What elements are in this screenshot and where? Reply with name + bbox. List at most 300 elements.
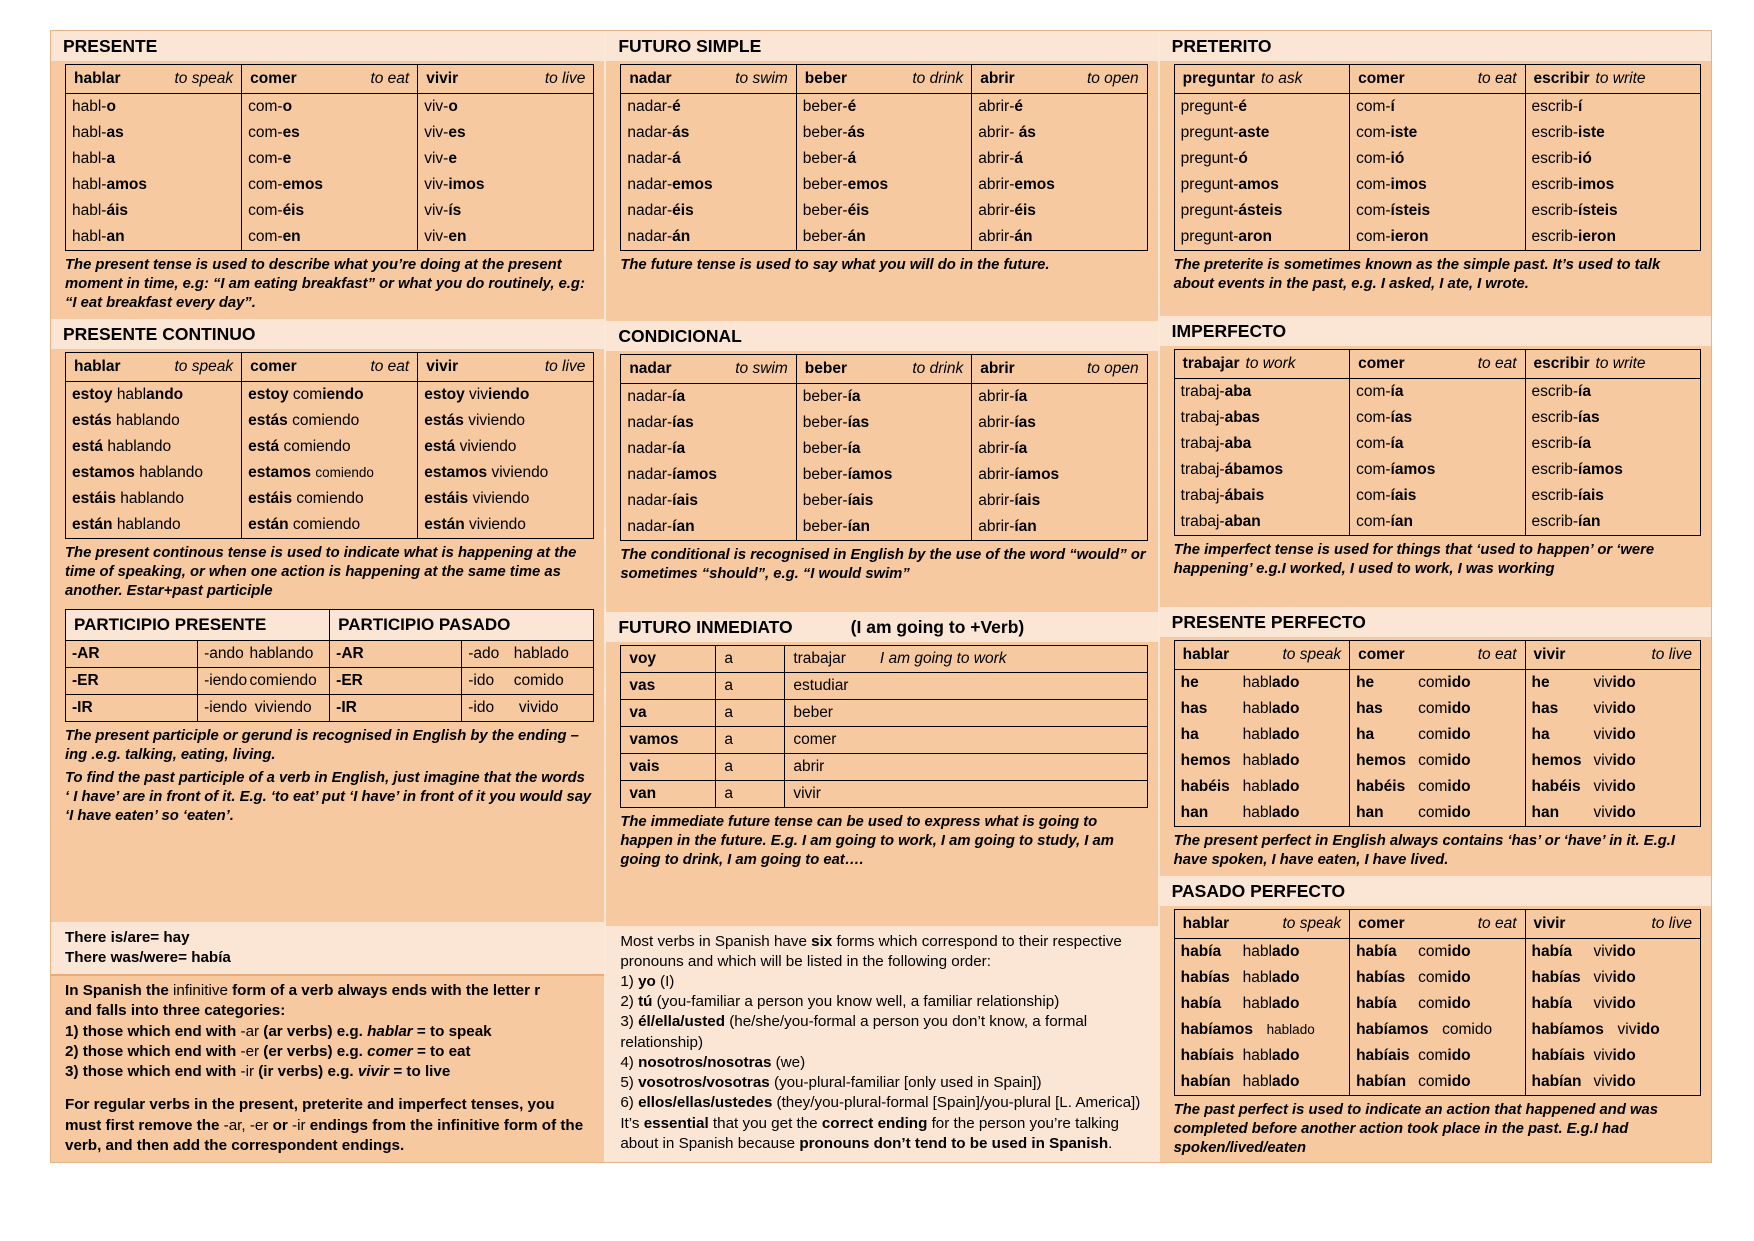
section-heading-imperfecto: IMPERFECTO xyxy=(1160,314,1711,346)
conjugation-cell: nadar-án xyxy=(621,224,796,251)
table-row xyxy=(1174,198,1700,224)
conjugation-cell: escrib-imos xyxy=(1525,172,1700,198)
participio-note-1: The present participle or gerund is recognised in English by the ending –ing .e.g. talking, eating, living. xyxy=(65,727,579,763)
conjugation-cell: nadar-ía xyxy=(621,384,796,411)
preposition-cell: a xyxy=(716,781,785,808)
conjugation-cell: trabaj-aba xyxy=(1174,379,1349,406)
conjugation-cell: escrib-ía xyxy=(1525,379,1700,406)
table-header-row xyxy=(1174,910,1700,939)
table-row xyxy=(621,172,1147,198)
verb-header: beber to drink xyxy=(796,65,971,94)
verb-header: abrir to open xyxy=(972,355,1147,384)
conjugation-cell: beber-ía xyxy=(796,384,971,411)
futuro-simple-body xyxy=(621,94,1147,251)
conjugation-cell: había vivido xyxy=(1525,991,1700,1017)
conjugation-cell: habíais comido xyxy=(1350,1043,1525,1069)
futuro-inmediato-subtitle: (I am going to +Verb) xyxy=(850,617,1025,638)
pronoun-item: 3) él/ella/usted (he/she/you-formal a person you don’t know, a formal relationship) xyxy=(620,1013,1088,1051)
verb-cell: vivir xyxy=(785,781,1147,808)
conjugation-cell: abrir-emos xyxy=(972,172,1147,198)
verb-header: hablar to speak xyxy=(66,353,242,382)
table-row xyxy=(1174,405,1700,431)
pronouns-intro: Most verbs in Spanish have six forms which correspond to their respective pronouns and which will be listed in the following order: xyxy=(620,932,1122,970)
condicional-table-wrap xyxy=(606,351,1157,543)
futuro-inmediato-table-wrap xyxy=(606,642,1157,810)
verb-header: trabajar to work xyxy=(1174,350,1349,379)
verb-header: vivir to live xyxy=(1525,641,1700,670)
conjugation-cell: habl-as xyxy=(66,120,242,146)
pronoun-item: 6) ellos/ellas/ustedes (they/you-plural-formal [Spain]/you-plural [L. America]) xyxy=(620,1094,1141,1112)
conjugation-cell: com-ías xyxy=(1350,405,1525,431)
presente-table-wrap xyxy=(51,61,604,253)
table-row xyxy=(1174,1069,1700,1096)
conjugation-cell: habl-a xyxy=(66,146,242,172)
column-left xyxy=(51,31,604,1162)
imperfecto-table xyxy=(1174,349,1701,536)
spanish-verb-reference-sheet xyxy=(50,30,1712,1163)
conjugation-cell: está comiendo xyxy=(242,434,418,460)
conjugation-cell: había vivido xyxy=(1525,939,1700,966)
table-row xyxy=(66,486,594,512)
conjugation-cell: trabaj-ábamos xyxy=(1174,457,1349,483)
conjugation-cell: nadar-éis xyxy=(621,198,796,224)
conjugation-cell: nadar-emos xyxy=(621,172,796,198)
pronoun-cell: van xyxy=(621,781,716,808)
conjugation-cell: has comido xyxy=(1350,696,1525,722)
presente-continuo-table-wrap xyxy=(51,349,604,541)
conjugation-cell: están hablando xyxy=(66,512,242,539)
conjugation-cell: abrir-ía xyxy=(972,436,1147,462)
conjugation-cell: habl-amos xyxy=(66,172,242,198)
table-row xyxy=(621,781,1147,808)
table-header-row xyxy=(621,355,1147,384)
verb-header: comer to eat xyxy=(1350,910,1525,939)
infinitive-line-1: In Spanish the infinitive form of a verb always ends with the letter r xyxy=(65,982,541,1000)
table-row xyxy=(1174,965,1700,991)
verb-header: comer to eat xyxy=(242,353,418,382)
conjugation-cell: habías comido xyxy=(1350,965,1525,991)
conjugation-cell: pregunt-aron xyxy=(1174,224,1349,251)
presente-note: The present tense is used to describe what you’re doing at the present moment in time, e.g: “I am eating breakfast” or what you do routinely, e.g: “I eat breakfast every day”. xyxy=(65,257,585,311)
imperfecto-pad xyxy=(1160,583,1711,605)
conjugation-cell: com-o xyxy=(242,94,418,121)
conjugation-cell: había comido xyxy=(1350,991,1525,1017)
table-header-row xyxy=(1174,350,1700,379)
conjugation-cell: beber-íais xyxy=(796,488,971,514)
conjugation-cell: nadar-ás xyxy=(621,120,796,146)
pronoun-cell: va xyxy=(621,700,716,727)
conjugation-cell: nadar-íamos xyxy=(621,462,796,488)
conjugation-cell: escrib-ía xyxy=(1525,431,1700,457)
verb-header: nadar to swim xyxy=(621,355,796,384)
conjugation-cell: hemos comido xyxy=(1350,748,1525,774)
table-row xyxy=(1174,670,1700,697)
verb-cell: comer xyxy=(785,727,1147,754)
conjugation-cell: abrir- ás xyxy=(972,120,1147,146)
conjugation-cell: había comido xyxy=(1350,939,1525,966)
conjugation-cell: abrir-é xyxy=(972,94,1147,121)
conjugation-cell: hemos hablado xyxy=(1174,748,1349,774)
conjugation-cell: habl-áis xyxy=(66,198,242,224)
table-row xyxy=(1174,748,1700,774)
conjugation-cell: habían comido xyxy=(1350,1069,1525,1096)
table-row xyxy=(66,382,594,409)
spacer-line xyxy=(65,1082,592,1095)
table-row xyxy=(621,488,1147,514)
participio-header-row xyxy=(66,609,594,640)
conjugation-cell: com-ían xyxy=(1350,509,1525,536)
conjugation-cell: habíais vivido xyxy=(1525,1043,1700,1069)
infinitive-line-5: 3) those which end with -ir (ir verbs) e.g. vivir = to live xyxy=(65,1063,451,1081)
middle-column-spacer xyxy=(606,874,1157,926)
presente-perfecto-table xyxy=(1174,640,1701,827)
table-row xyxy=(1174,120,1700,146)
infinitive-line-3: 1) those which end with -ar (ar verbs) e.g. hablar = to speak xyxy=(65,1022,492,1040)
infinitive-line-6: For regular verbs in the present, preterite and imperfect tenses, you must first remove the -ar, -er or -ir endings from the infinitive form of the verb, and then add the correspondent endings. xyxy=(65,1096,584,1154)
conjugation-cell: abrir-íamos xyxy=(972,462,1147,488)
conjugation-cell: viv-es xyxy=(418,120,594,146)
conjugation-cell: escrib-ísteis xyxy=(1525,198,1700,224)
preposition-cell: a xyxy=(716,727,785,754)
preterito-table xyxy=(1174,64,1701,251)
conjugation-cell: pregunt-ásteis xyxy=(1174,198,1349,224)
futuro-simple-pad xyxy=(606,279,1157,319)
verb-header: hablar to speak xyxy=(1174,641,1349,670)
conjugation-cell: trabaj-aba xyxy=(1174,431,1349,457)
presente-continuo-note: The present continous tense is used to indicate what is happening at the time of speaking, or when one action is happening at the same time as another. Estar+past participle xyxy=(65,545,577,599)
conjugation-cell: abrir-ían xyxy=(972,514,1147,541)
table-row xyxy=(621,224,1147,251)
participio-presente-heading: PARTICIPIO PRESENTE xyxy=(66,609,330,640)
table-row xyxy=(66,94,594,121)
verb-cell: estudiar xyxy=(785,673,1147,700)
table-row xyxy=(621,462,1147,488)
conjugation-cell: escrib-ieron xyxy=(1525,224,1700,251)
pronoun-item: 5) vosotros/vosotras (you-plural-familiar [only used in Spain]) xyxy=(620,1074,1042,1092)
conjugation-cell: trabaj-ábais xyxy=(1174,483,1349,509)
presente-body xyxy=(66,94,594,251)
conjugation-cell: com-éis xyxy=(242,198,418,224)
verb-header: preguntar to ask xyxy=(1174,65,1349,94)
table-row xyxy=(621,384,1147,411)
verb-header: abrir to open xyxy=(972,65,1147,94)
conjugation-cell: beber-ía xyxy=(796,436,971,462)
futuro-inmediato-table xyxy=(620,645,1147,808)
conjugation-cell: viv-o xyxy=(418,94,594,121)
table-header-row xyxy=(1174,65,1700,94)
table-row xyxy=(66,460,594,486)
conjugation-cell: com-iste xyxy=(1350,120,1525,146)
conjugation-cell: beber-éis xyxy=(796,198,971,224)
participio-pasado-cell: -ado hablado xyxy=(462,640,594,667)
infinitive-line-2: and falls into three categories: xyxy=(65,1002,286,1020)
table-row xyxy=(1174,774,1700,800)
imperfecto-body xyxy=(1174,379,1700,536)
conjugation-cell: trabaj-aban xyxy=(1174,509,1349,536)
table-row xyxy=(1174,722,1700,748)
table-row xyxy=(1174,800,1700,827)
pronoun-cell: vas xyxy=(621,673,716,700)
table-row xyxy=(1174,1043,1700,1069)
conjugation-cell: abrir-ía xyxy=(972,384,1147,411)
conjugation-cell: beber-é xyxy=(796,94,971,121)
conjugation-cell: com-es xyxy=(242,120,418,146)
conjugation-cell: beber-ás xyxy=(796,120,971,146)
pasado-perfecto-body xyxy=(1174,939,1700,1096)
section-heading-condicional: CONDICIONAL xyxy=(606,319,1157,351)
conjugation-cell: pregunt-ó xyxy=(1174,146,1349,172)
conjugation-cell: estáis hablando xyxy=(66,486,242,512)
participio-pasado-heading: PARTICIPIO PASADO xyxy=(330,609,594,640)
futuro-simple-note: The future tense is used to say what you will do in the future. xyxy=(620,257,1050,274)
table-row xyxy=(1174,172,1700,198)
conjugation-cell: pregunt-é xyxy=(1174,94,1349,121)
verb-header: escribir to write xyxy=(1525,350,1700,379)
table-row xyxy=(1174,939,1700,966)
conjugation-cell: abrir-íais xyxy=(972,488,1147,514)
condicional-body xyxy=(621,384,1147,541)
hay-line-1: There is/are= hay xyxy=(65,928,190,946)
conjugation-cell: estamos viviendo xyxy=(418,460,594,486)
conjugation-cell: nadar-ía xyxy=(621,436,796,462)
conjugation-cell: estás viviendo xyxy=(418,408,594,434)
verb-header: vivir to live xyxy=(418,65,594,94)
conjugation-cell: nadar-íais xyxy=(621,488,796,514)
conjugation-cell: ha hablado xyxy=(1174,722,1349,748)
section-heading-futuro-inmediato xyxy=(606,610,1157,642)
participio-presente-cell: -iendo viviendo xyxy=(198,694,330,721)
table-row xyxy=(621,514,1147,541)
pronoun-cell: vamos xyxy=(621,727,716,754)
table-row xyxy=(621,436,1147,462)
table-header-row xyxy=(1174,641,1700,670)
pronoun-item: 2) tú (you-familiar a person you know well, a familiar relationship) xyxy=(620,993,1060,1011)
table-row xyxy=(1174,483,1700,509)
section-heading-pasado-perfecto: PASADO PERFECTO xyxy=(1160,874,1711,906)
table-row xyxy=(1174,696,1700,722)
conjugation-cell: estáis comiendo xyxy=(242,486,418,512)
conjugation-cell: habéis hablado xyxy=(1174,774,1349,800)
conjugation-cell: estoy hablando xyxy=(66,382,242,409)
presente-perfecto-body xyxy=(1174,670,1700,827)
table-row xyxy=(66,408,594,434)
table-row xyxy=(1174,991,1700,1017)
table-row xyxy=(621,673,1147,700)
pasado-perfecto-table xyxy=(1174,909,1701,1096)
verb-header: beber to drink xyxy=(796,355,971,384)
conjugation-cell: escrib-í xyxy=(1525,94,1700,121)
table-row xyxy=(66,120,594,146)
conjugation-cell: habíamos vivido xyxy=(1525,1017,1700,1043)
conjugation-cell: abrir-ías xyxy=(972,410,1147,436)
pronouns-outro: It’s essential that you get the correct ending for the person you’re talking about in Spanish because pronouns don’t tend to be used in Spanish. xyxy=(620,1114,1119,1152)
verb-cell: beber xyxy=(785,700,1147,727)
table-row xyxy=(1174,379,1700,406)
conjugation-cell: com-ía xyxy=(1350,379,1525,406)
conjugation-cell: he vivido xyxy=(1525,670,1700,697)
table-row xyxy=(621,700,1147,727)
table-row xyxy=(621,754,1147,781)
conjugation-cell: nadar-ían xyxy=(621,514,796,541)
participio-table-wrap xyxy=(51,605,604,724)
conjugation-cell: escrib-íamos xyxy=(1525,457,1700,483)
conjugation-cell: estoy comiendo xyxy=(242,382,418,409)
left-column-spacer xyxy=(51,830,604,922)
presente-table xyxy=(65,64,594,251)
conjugation-cell: viv-en xyxy=(418,224,594,251)
conjugation-cell: abrir-á xyxy=(972,146,1147,172)
table-row xyxy=(621,146,1147,172)
table-row xyxy=(621,120,1147,146)
conjugation-cell: está hablando xyxy=(66,434,242,460)
presente-continuo-table xyxy=(65,352,594,539)
conjugation-cell: han hablado xyxy=(1174,800,1349,827)
participio-pasado-cell: -ido comido xyxy=(462,667,594,694)
conjugation-cell: escrib-íais xyxy=(1525,483,1700,509)
conjugation-cell: abrir-án xyxy=(972,224,1147,251)
verb-header: comer to eat xyxy=(1350,641,1525,670)
participio-presente-cell: -iendo comiendo xyxy=(198,667,330,694)
table-row xyxy=(66,172,594,198)
ending-code: -AR xyxy=(66,640,198,667)
conjugation-cell: beber-emos xyxy=(796,172,971,198)
verb-header: hablar to speak xyxy=(66,65,242,94)
conjugation-cell: han comido xyxy=(1350,800,1525,827)
conjugation-cell: pregunt-aste xyxy=(1174,120,1349,146)
conjugation-cell: escrib-ían xyxy=(1525,509,1700,536)
conjugation-cell: nadar-ías xyxy=(621,410,796,436)
conjugation-cell: beber-ían xyxy=(796,514,971,541)
condicional-table xyxy=(620,354,1147,541)
conjugation-cell: están comiendo xyxy=(242,512,418,539)
conjugation-cell: había hablado xyxy=(1174,939,1349,966)
conjugation-cell: habían vivido xyxy=(1525,1069,1700,1096)
ending-code: -IR xyxy=(330,694,462,721)
condicional-note: The conditional is recognised in English by the use of the word “would” or sometimes “should”, e.g. “I would swim” xyxy=(620,547,1146,583)
conjugation-cell: viv-ís xyxy=(418,198,594,224)
ending-code: -ER xyxy=(330,667,462,694)
conjugation-cell: viv-e xyxy=(418,146,594,172)
conjugation-cell: trabaj-abas xyxy=(1174,405,1349,431)
table-row xyxy=(1174,94,1700,121)
verb-header: vivir to live xyxy=(1525,910,1700,939)
conjugation-cell: han vivido xyxy=(1525,800,1700,827)
conjugation-cell: has hablado xyxy=(1174,696,1349,722)
conjugation-cell: com-en xyxy=(242,224,418,251)
table-row xyxy=(621,94,1147,121)
table-row xyxy=(621,727,1147,754)
table-header-row xyxy=(621,65,1147,94)
conjugation-cell: habías vivido xyxy=(1525,965,1700,991)
table-row xyxy=(1174,457,1700,483)
infinitive-line-4: 2) those which end with -er (er verbs) e.g. comer = to eat xyxy=(65,1042,471,1060)
participio-table xyxy=(65,609,594,722)
section-heading-preterito: PRETERITO xyxy=(1160,31,1711,61)
pasado-perfecto-table-wrap xyxy=(1160,906,1711,1098)
conjugation-cell: estamos hablando xyxy=(66,460,242,486)
table-row xyxy=(621,646,1147,673)
conjugation-cell: com-íais xyxy=(1350,483,1525,509)
participio-note-2: To find the past participle of a verb in English, just imagine that the words ‘ I have’ are in front of it. E.g. ‘to eat’ put ‘I have’ in front of it you would say ‘I have eaten’ so ‘eaten’. xyxy=(65,769,592,824)
conjugation-cell: habíais hablado xyxy=(1174,1043,1349,1069)
verb-cell: trabajar I am going to work xyxy=(785,646,1147,673)
table-row xyxy=(66,146,594,172)
table-row xyxy=(66,198,594,224)
conjugation-cell: com-emos xyxy=(242,172,418,198)
section-heading-presente-perfecto: PRESENTE PERFECTO xyxy=(1160,605,1711,637)
futuro-simple-table-wrap xyxy=(606,61,1157,253)
verb-header: comer to eat xyxy=(1350,350,1525,379)
participio-pasado-cell: -ido vivido xyxy=(462,694,594,721)
table-row xyxy=(66,434,594,460)
conjugation-cell: he comido xyxy=(1350,670,1525,697)
conjugation-cell: había hablado xyxy=(1174,991,1349,1017)
conjugation-cell: ha comido xyxy=(1350,722,1525,748)
preposition-cell: a xyxy=(716,754,785,781)
preterito-table-wrap xyxy=(1160,61,1711,253)
imperfecto-table-wrap xyxy=(1160,346,1711,538)
table-header-row xyxy=(66,65,594,94)
conjugation-cell: habías hablado xyxy=(1174,965,1349,991)
conjugation-cell: com-e xyxy=(242,146,418,172)
table-row xyxy=(66,694,594,721)
conjugation-cell: com-ía xyxy=(1350,431,1525,457)
conjugation-cell: estoy viviendo xyxy=(418,382,594,409)
preposition-cell: a xyxy=(716,700,785,727)
pronoun-item: 4) nosotros/nosotras (we) xyxy=(620,1053,806,1071)
pronoun-cell: voy xyxy=(621,646,716,673)
participio-presente-cell: -ando hablando xyxy=(198,640,330,667)
table-row xyxy=(1174,509,1700,536)
presente-continuo-body xyxy=(66,382,594,539)
verb-header: comer to eat xyxy=(1350,65,1525,94)
column-right xyxy=(1158,31,1711,1162)
conjugation-cell: está viviendo xyxy=(418,434,594,460)
verb-header: comer to eat xyxy=(242,65,418,94)
conjugation-cell: escrib-ías xyxy=(1525,405,1700,431)
conjugation-cell: nadar-é xyxy=(621,94,796,121)
table-header-row xyxy=(66,353,594,382)
conjugation-cell: hemos vivido xyxy=(1525,748,1700,774)
conjugation-cell: beber-íamos xyxy=(796,462,971,488)
ending-code: -ER xyxy=(66,667,198,694)
conjugation-cell: com-imos xyxy=(1350,172,1525,198)
ending-code: -AR xyxy=(330,640,462,667)
table-row xyxy=(621,198,1147,224)
conjugation-cell: habl-o xyxy=(66,94,242,121)
futuro-inmediato-title: FUTURO INMEDIATO xyxy=(618,617,793,638)
pronoun-item: 1) yo (I) xyxy=(620,972,675,990)
futuro-inmediato-note: The immediate future tense can be used to express what is going to happen in the future. E.g. I am going to work, I am going to study, I am going to drink, I am going to eat…. xyxy=(620,814,1114,869)
conjugation-cell: habéis vivido xyxy=(1525,774,1700,800)
conjugation-cell: ha vivido xyxy=(1525,722,1700,748)
preterito-note: The preterite is sometimes known as the simple past. It’s used to talk about events in the past, e.g. I asked, I ate, I wrote. xyxy=(1173,257,1661,293)
conjugation-cell: escrib-iste xyxy=(1525,120,1700,146)
table-row xyxy=(1174,431,1700,457)
conjugation-cell: estamos comiendo xyxy=(242,460,418,486)
table-row xyxy=(66,224,594,251)
table-row xyxy=(66,512,594,539)
condicional-pad xyxy=(606,588,1157,610)
conjugation-cell: com-ieron xyxy=(1350,224,1525,251)
verb-header: escribir to write xyxy=(1525,65,1700,94)
conjugation-cell: com-ísteis xyxy=(1350,198,1525,224)
conjugation-cell: has vivido xyxy=(1525,696,1700,722)
section-heading-futuro-simple: FUTURO SIMPLE xyxy=(606,31,1157,61)
section-heading-presente: PRESENTE xyxy=(51,31,604,61)
verb-header: nadar to swim xyxy=(621,65,796,94)
conjugation-cell: habíamos comido xyxy=(1350,1017,1525,1043)
